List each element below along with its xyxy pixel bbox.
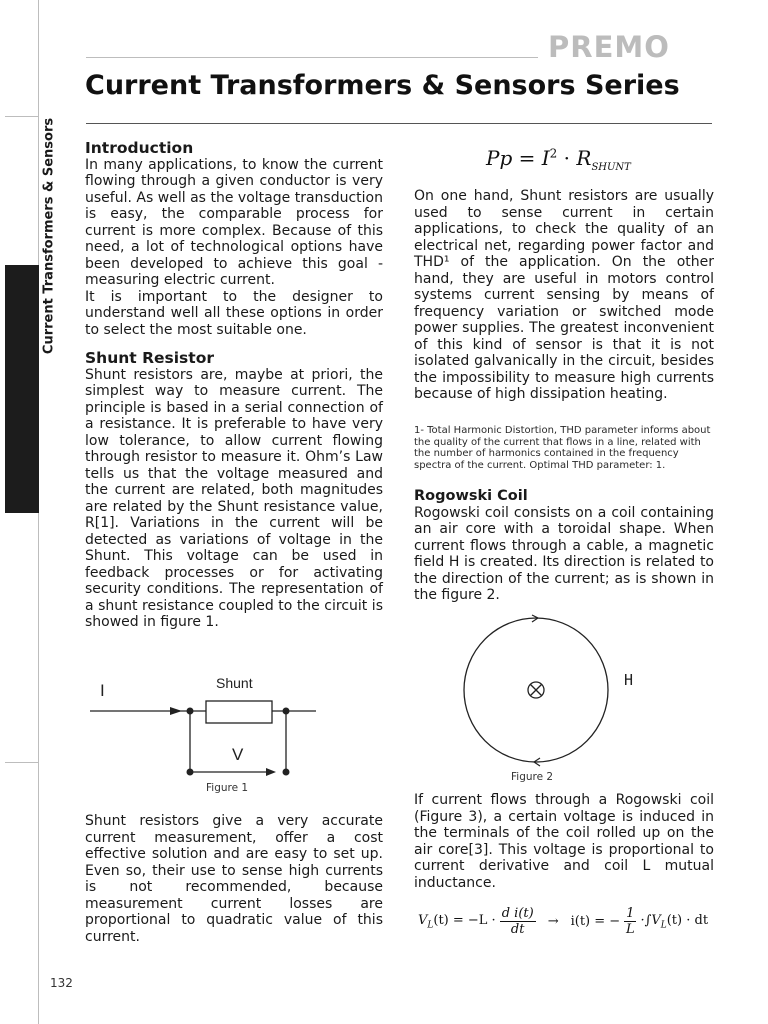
- fig1-resistor: [206, 701, 272, 723]
- right-column-top: [414, 188, 714, 403]
- rogowski-paragraph-2-block: [414, 792, 714, 891]
- figure-1-shunt-circuit: [86, 668, 326, 798]
- right-paragraph-1: On one hand, Shunt resistors are usually used to sense current in certain applications, to check the quality of an electrical net, regarding power factor and THD¹ of the application. On the other hand, they are useful in motors control systems current sensing by means of frequency variation or switched mode power supplies. The greatest inconvenient of this kind of sensor is that it is not isolated galvanically in the circuit, besides the impossibility to measure high currents because of high dissipation heating.: [414, 188, 714, 402]
- left-column: [85, 140, 383, 631]
- header-rule: [86, 57, 538, 58]
- fig1-current-arrow: [170, 707, 182, 715]
- rogowski-paragraph-2: If current flows through a Rogowski coil (Figure 3), a certain voltage is induced in the terminals of the coil rolled up on the air core[3]. This voltage is proportional to current derivative and coil L mutual inductance.: [414, 792, 714, 891]
- sidebar-section-label: Current Transformers & Sensors: [41, 117, 57, 355]
- sidebar-black-tab: [5, 265, 39, 513]
- shunt-heading: Shunt Resistor: [85, 349, 214, 367]
- sidebar-rule-top: [5, 116, 39, 117]
- figure-1-caption: Figure 1: [206, 782, 249, 794]
- brand-logo: PREMO: [548, 30, 670, 64]
- shunt-paragraph-2-block: [85, 813, 383, 945]
- page-title: Current Transformers & Sensors Series: [85, 70, 680, 101]
- fig1-current-label: I: [100, 681, 105, 700]
- intro-heading: Introduction: [85, 139, 194, 157]
- fig1-voltage-label: V: [232, 745, 244, 764]
- rogowski-formula: $V_L(t) = -L$ · d i(t) dt → i(t) = − $\frac{1}{L}$ $\cdot\int V_L(t)$ · dt: [418, 906, 709, 937]
- fig1-node-left-bottom: [187, 769, 194, 776]
- fig1-voltage-arrow: [266, 768, 276, 776]
- figure-2-magnetic-field: [450, 612, 650, 772]
- thd-footnote: 1- Total Harmonic Distortion, THD parameter informs about the quality of the current that flows in a line, related with the number of harmonics contained in the frequency spectra of the current. Optimal THD parameter: 1.: [414, 425, 711, 471]
- intro-paragraph-1: In many applications, to know the current flowing through a given conductor is very useful. As well as the voltage transduction is easy, the comparable process for current is more complex. Because of this need, a lot of technological options have been developed to achieve this goal - measuring electric current.: [85, 156, 383, 288]
- rogowski-section: [414, 488, 714, 604]
- title-rule: [86, 123, 712, 124]
- figure-2-caption: Figure 2: [511, 771, 554, 783]
- rogowski-heading: Rogowski Coil: [414, 488, 528, 504]
- fig2-field-label: H: [624, 671, 634, 689]
- fig1-node-right-bottom: [283, 769, 290, 776]
- power-formula: $Pp = I^2 \cdot R_{SHUNT}$: [486, 146, 631, 173]
- shunt-paragraph-1: Shunt resistors are, maybe at priori, the simplest way to measure current. The principle is based in a serial connection of a resistance. It is preferable to have very low tolerance, to allow current flowing through resistor to measure it. Ohm’s Law tells us that the voltage measured and the current are related, both magnitudes are related by the Shunt resistance value, R[1]. Variations in the current will be detected as variations of voltage in the Shunt. This voltage can be used in feedback processes or for activating security conditions. The representation of a shunt resistance coupled to the circuit is showed in figure 1.: [85, 366, 383, 630]
- fig1-resistor-label: Shunt: [216, 675, 253, 691]
- shunt-paragraph-2: Shunt resistors give a very accurate current measurement, offer a cost effective solution and are easy to set up. Even so, their use to sense high currents is not recommended, because measurement current losses are proportional to quadratic value of this current.: [85, 813, 383, 945]
- rogowski-paragraph-1: Rogowski coil consists on a coil containing an air core with a toroidal shape. When current flows through a cable, a magnetic field H is created. Its direction is related to the direction of the current; as is shown in the figure 2.: [414, 504, 714, 603]
- sidebar-rule-bottom: [5, 762, 39, 763]
- intro-paragraph-2: It is important to the designer to understand well all these options in order to select the most suitable one.: [85, 288, 383, 338]
- page-number: 132: [50, 976, 73, 990]
